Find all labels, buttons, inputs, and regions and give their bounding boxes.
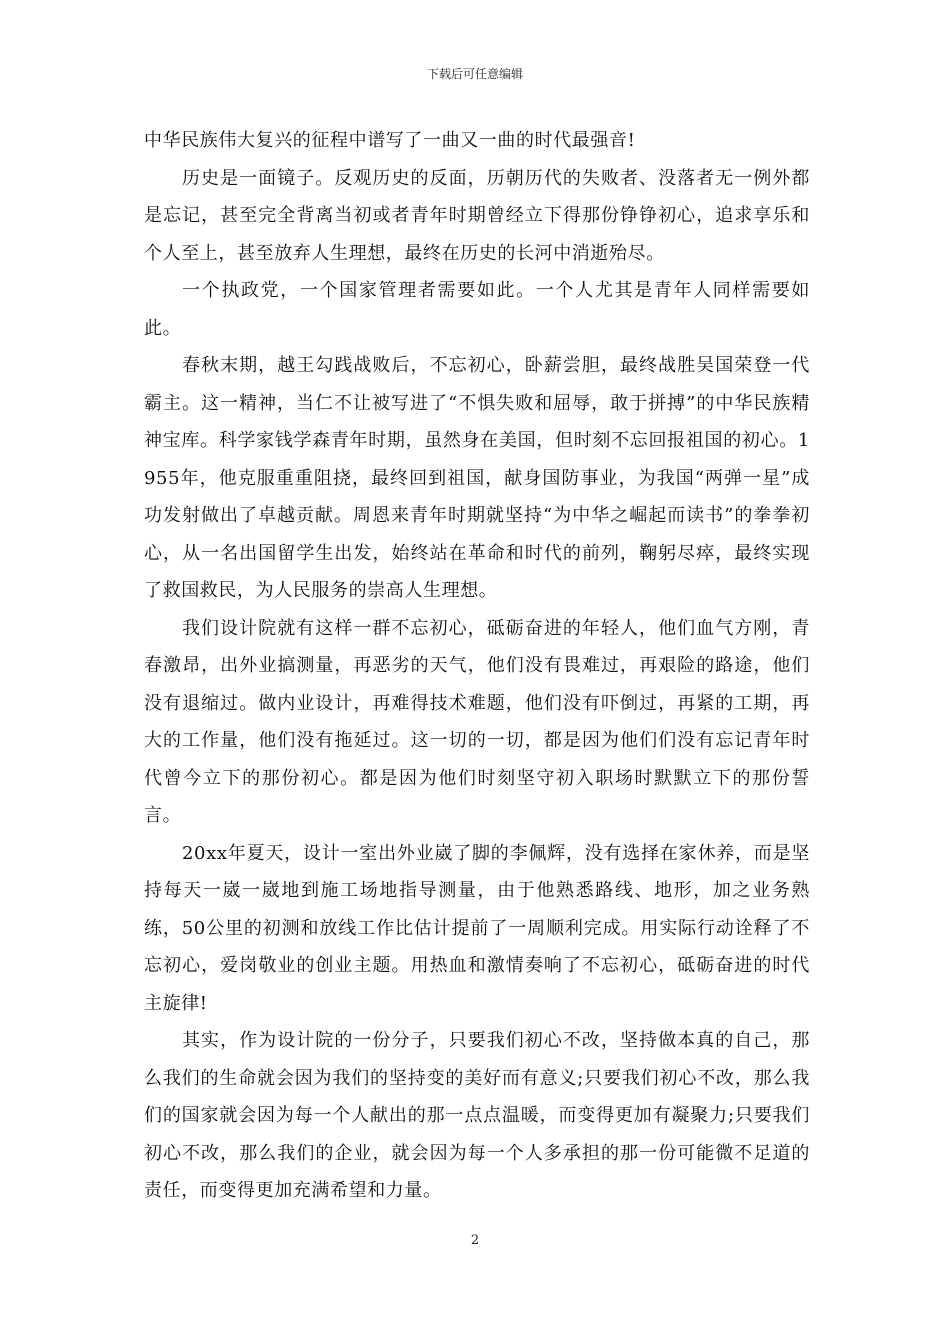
page-header: 下载后可任意编辑: [426, 67, 523, 81]
paragraph-4: 春秋末期，越王勾践战败后，不忘初心，卧薪尝胆，最终战胜吴国荣登一代霸主。这一精神，当仁不让被写进了“不惧失败和屈辱，敢于拼搏”的中华民族精神宝库。科学家钱学森青年时期，虽然身在美国，但时刻不忘回报祖国的初心。1955年，他克服重重阻挠，最终回到祖国，献身国防事业，为我国“两弹一星”成功发射做出了卓越贡献。周恩来青年时期就坚持“为中华之崛起而读书”的拳拳初心，从一名出国留学生出发，始终站在革命和时代的前列，鞠躬尽瘁，最终实现了救国救民，为人民服务的崇高人生理想。: [144, 355, 810, 601]
document-body: [144, 122, 810, 1210]
paragraph-1: 中华民族伟大复兴的征程中谱写了一曲又一曲的时代最强音!: [144, 130, 636, 151]
paragraph-6: 20xx年夏天，设计一室出外业崴了脚的李佩辉，没有选择在家休养，而是坚持每天一崴一崴地到施工场地指导测量，由于他熟悉路线、地形，加之业务熟练，50公里的初测和放线工作比估计提前了一周顺利完成。用实际行动诠释了不忘初心，爱岗敬业的创业主题。用热血和激情奏响了不忘初心，砥砺奋进的时代主旋律!: [144, 842, 810, 1014]
page-number: 2: [470, 1233, 480, 1248]
paragraph-7: 其实，作为设计院的一份分子，只要我们初心不改，坚持做本真的自己，那么我们的生命就会因为我们的坚持变的美好而有意义;只要我们初心不改，那么我们的国家就会因为每一个人献出的那一点点温暖，而变得更加有凝聚力;只要我们初心不改，那么我们的企业，就会因为每一个人多承担的那一份可能微不足道的责任，而变得更加充满希望和力量。: [144, 1030, 810, 1201]
paragraph-3: 一个执政党，一个国家管理者需要如此。一个人尤其是青年人同样需要如此。: [144, 280, 810, 339]
paragraph-5: 我们设计院就有这样一群不忘初心，砥砺奋进的年轻人，他们血气方刚，青春激昂，出外业搞测量，再恶劣的天气，他们没有畏难过，再艰险的路途，他们没有退缩过。做内业设计，再难得技术难题，他们没有吓倒过，再紧的工期，再大的工作量，他们没有拖延过。这一切的一切，都是因为他们们没有忘记青年时代曾今立下的那份初心。都是因为他们时刻坚守初入职场时默默立下的那份誓言。: [144, 617, 810, 826]
paragraph-2: 历史是一面镜子。反观历史的反面，历朝历代的失败者、没落者无一例外都是忘记，甚至完全背离当初或者青年时期曾经立下得那份铮铮初心，追求享乐和个人至上，甚至放弃人生理想，最终在历史的长河中消逝殆尽。: [144, 167, 810, 264]
